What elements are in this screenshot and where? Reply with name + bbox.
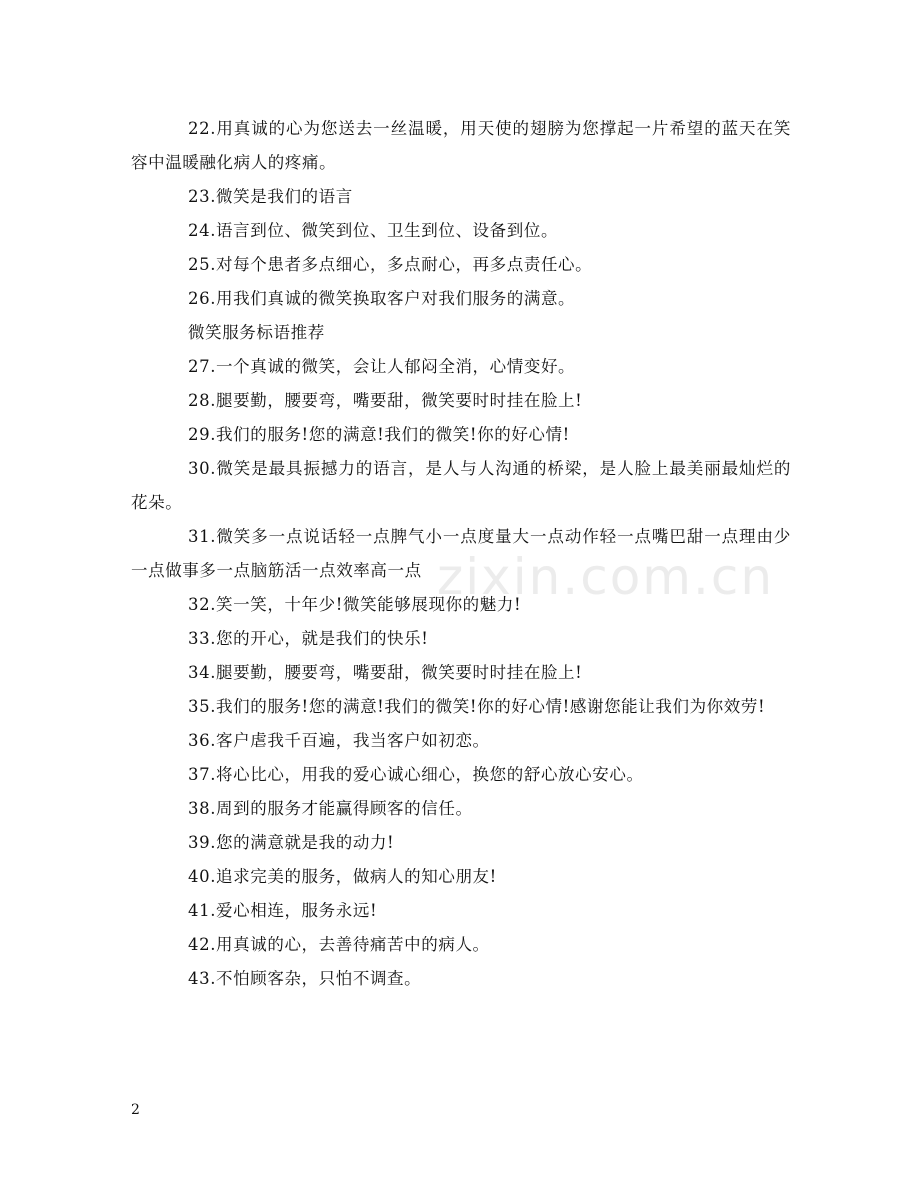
paragraph-36: 36.客户虐我千百遍，我当客户如初恋。	[188, 731, 490, 750]
paragraph-25: 25.对每个患者多点细心，多点耐心，再多点责任心。	[188, 255, 593, 274]
paragraph-43: 43.不怕顾客杂，只怕不调查。	[188, 969, 422, 988]
paragraph-38: 38.周到的服务才能赢得顾客的信任。	[188, 799, 473, 818]
paragraph-28: 28.腿要勤，腰要弯，嘴要甜，微笑要时时挂在脸上!	[188, 391, 583, 410]
paragraph-39: 39.您的满意就是我的动力!	[188, 833, 395, 852]
paragraph-22: 22.用真诚的心为您送去一丝温暖，用天使的翅膀为您撑起一片希望的蓝天在笑容中温暖融化病人的疼痛。	[131, 119, 791, 172]
paragraph-37: 37.将心比心，用我的爱心诚心细心，换您的舒心放心安心。	[188, 765, 644, 784]
paragraph-23: 23.微笑是我们的语言	[188, 187, 353, 206]
paragraph-31: 31.微笑多一点说话轻一点脾气小一点度量大一点动作轻一点嘴巴甜一点理由少一点做事多一点脑筋活一点效率高一点	[131, 527, 791, 580]
paragraph-27: 27.一个真诚的微笑，会让人郁闷全消，心情变好。	[188, 357, 576, 376]
paragraph-40: 40.追求完美的服务，做病人的知心朋友!	[188, 867, 497, 886]
paragraph-32: 32.笑一笑，十年少!微笑能够展现你的魅力!	[188, 595, 522, 614]
paragraph-34: 34.腿要勤，腰要弯，嘴要甜，微笑要时时挂在脸上!	[188, 663, 583, 682]
paragraph-26: 26.用我们真诚的微笑换取客户对我们服务的满意。	[188, 289, 576, 308]
paragraph-30: 30.微笑是最具振撼力的语言，是人与人沟通的桥梁，是人脸上最美丽最灿烂的花朵。	[131, 459, 791, 512]
paragraph-41: 41.爱心相连，服务永远!	[188, 901, 378, 920]
paragraph-24: 24.语言到位、微笑到位、卫生到位、设备到位。	[188, 221, 559, 240]
paragraph-33: 33.您的开心，就是我们的快乐!	[188, 629, 429, 648]
section-heading: 微笑服务标语推荐	[188, 323, 325, 342]
paragraph-29: 29.我们的服务!您的满意!我们的微笑!你的好心情!	[188, 425, 570, 444]
page-number: 2	[131, 1102, 140, 1118]
document-body	[131, 112, 791, 996]
watermark-text: zixin.com.cn	[437, 548, 775, 606]
paragraph-42: 42.用真诚的心，去善待痛苦中的病人。	[188, 935, 490, 954]
paragraph-35: 35.我们的服务!您的满意!我们的微笑!你的好心情!感谢您能让我们为你效劳!	[188, 697, 766, 716]
